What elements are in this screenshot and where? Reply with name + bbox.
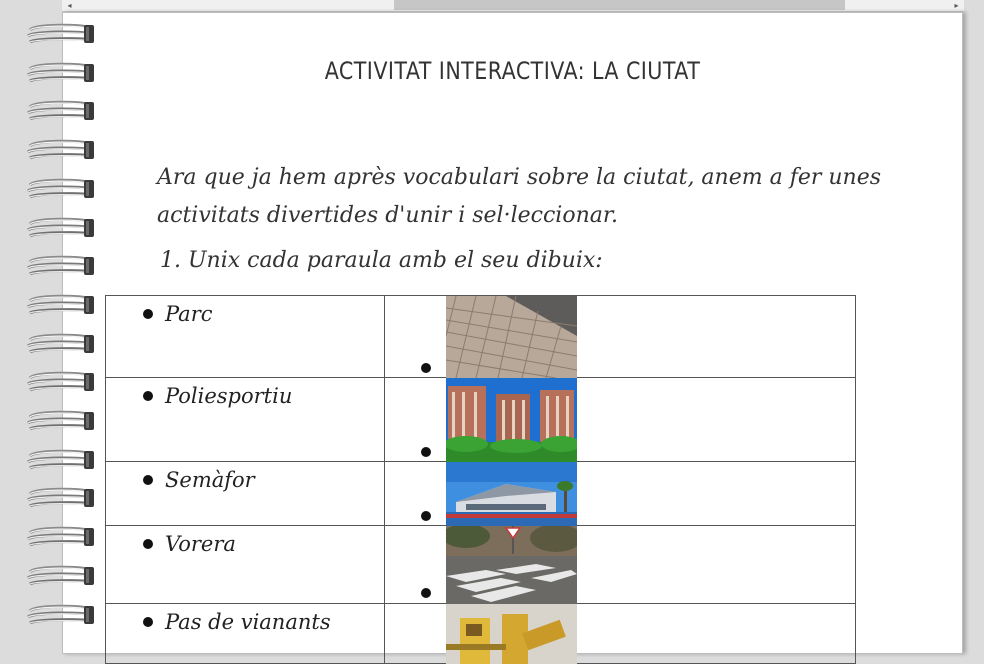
spiral-ring-icon bbox=[24, 370, 96, 392]
spiral-ring-icon bbox=[24, 409, 96, 431]
spiral-ring-icon bbox=[24, 486, 96, 508]
picture-cell bbox=[385, 296, 856, 378]
spiral-ring-icon bbox=[24, 138, 96, 160]
picture-cell bbox=[385, 604, 856, 664]
picture-cell bbox=[385, 378, 856, 462]
spiral-ring-icon bbox=[24, 61, 96, 83]
matching-table bbox=[105, 295, 856, 664]
word-cell bbox=[106, 604, 385, 664]
bullet-icon bbox=[143, 309, 153, 319]
traffic-light-photo-icon[interactable] bbox=[446, 604, 577, 664]
bullet-icon bbox=[143, 475, 153, 485]
page-title: ACTIVITAT INTERACTIVA: LA CIUTAT bbox=[324, 57, 701, 85]
word-label[interactable]: Poliesportiu bbox=[165, 384, 293, 408]
bullet-icon bbox=[143, 617, 153, 627]
word-label[interactable]: Parc bbox=[165, 302, 213, 326]
spiral-ring-icon bbox=[24, 332, 96, 354]
spiral-ring-icon bbox=[24, 216, 96, 238]
spiral-ring-icon bbox=[24, 603, 96, 625]
horizontal-scrollbar[interactable] bbox=[62, 0, 964, 12]
table-row bbox=[106, 378, 856, 462]
exercise-instruction: 1. Unix cada paraula amb el seu dibuix: bbox=[160, 248, 603, 273]
spiral-ring-icon bbox=[24, 177, 96, 199]
bullet-icon bbox=[143, 539, 153, 549]
sidewalk-photo-icon[interactable] bbox=[446, 296, 577, 378]
spiral-ring-icon bbox=[24, 99, 96, 121]
intro-paragraph: Ara que ja hem après vocabulari sobre la ciutat, anem a fer unes activitats divertides d'unir i sel·leccionar. bbox=[157, 165, 882, 228]
word-label[interactable]: Vorera bbox=[165, 532, 236, 556]
spiral-binding bbox=[24, 22, 98, 639]
word-cell bbox=[106, 296, 385, 378]
word-cell bbox=[106, 526, 385, 604]
match-dot-icon[interactable] bbox=[421, 363, 431, 373]
spiral-ring-icon bbox=[24, 448, 96, 470]
match-dot-icon[interactable] bbox=[421, 447, 431, 457]
scrollbar-thumb[interactable] bbox=[394, 0, 845, 10]
table-row bbox=[106, 604, 856, 664]
sports-center-photo-icon[interactable] bbox=[446, 462, 577, 526]
picture-cell bbox=[385, 526, 856, 604]
picture-cell bbox=[385, 462, 856, 526]
word-cell bbox=[106, 378, 385, 462]
match-dot-icon[interactable] bbox=[421, 511, 431, 521]
table-row bbox=[106, 462, 856, 526]
spiral-ring-icon bbox=[24, 22, 96, 44]
spiral-ring-icon bbox=[24, 254, 96, 276]
table-row bbox=[106, 526, 856, 604]
word-label[interactable]: Pas de vianants bbox=[165, 610, 331, 634]
crosswalk-photo-icon[interactable] bbox=[446, 526, 577, 604]
table-row bbox=[106, 296, 856, 378]
word-label[interactable]: Semàfor bbox=[165, 468, 255, 492]
bullet-icon bbox=[143, 391, 153, 401]
scroll-right-arrow-icon[interactable]: ▸ bbox=[954, 1, 959, 10]
scroll-left-arrow-icon[interactable]: ◂ bbox=[67, 1, 72, 10]
notebook-page bbox=[62, 12, 963, 654]
spiral-ring-icon bbox=[24, 564, 96, 586]
spiral-ring-icon bbox=[24, 293, 96, 315]
tower-buildings-photo-icon[interactable] bbox=[446, 378, 577, 462]
match-dot-icon[interactable] bbox=[421, 588, 431, 598]
word-cell bbox=[106, 462, 385, 526]
spiral-ring-icon bbox=[24, 525, 96, 547]
